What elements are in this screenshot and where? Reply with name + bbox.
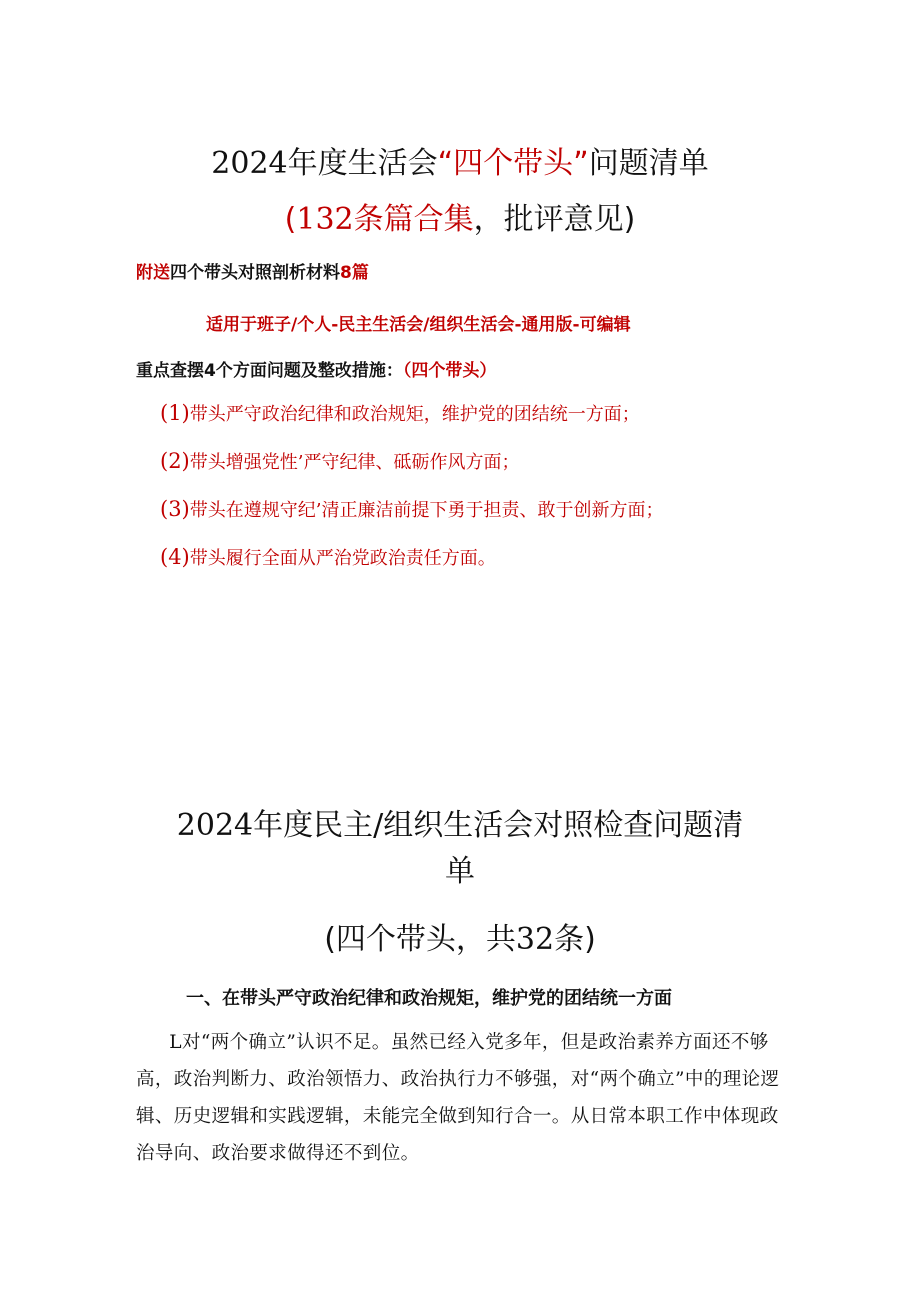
list-item-text: 带头履行全面从严治党政治责任方面。 (189, 548, 496, 569)
list-item-number: (2) (160, 449, 190, 473)
subtitle-count: 132 (296, 202, 354, 237)
attachment-text: 四个带头对照剖析材料 (170, 263, 340, 283)
applicability-line: 适用于班子/个人-民主生活会/组织生活会-通用版-可编辑 (206, 315, 631, 335)
list-item-text: 带头增强党性’严守纪律、砥砺作风方面； (189, 452, 520, 473)
list-item (160, 496, 663, 522)
focus-suffix: （四个带头） (402, 361, 497, 381)
second-title-line2: 单 (445, 854, 475, 889)
second-title-text: 年度民主/组织生活会对照检查问题清 (253, 808, 744, 843)
second-subtitle-close: 条) (554, 922, 596, 957)
body-paragraph: L对“两个确立”认识不足。虽然已经入党多年，但是政治素养方面还不够高，政治判断力、政治领悟力、政治执行力不够强，对“两个确立”中的理论逻辑、历史逻辑和实践逻辑，未能完全做到知行合一。从日常本职工作中体现政治导向、政治要求做得还不到位。 (136, 1032, 780, 1164)
section-heading: 一、在带头严守政治纪律和政治规矩，维护党的团结统一方面 (186, 988, 672, 1009)
title-year: 2024 (211, 146, 288, 181)
list-item-number: (3) (160, 497, 190, 521)
list-item-text: 带头在遵规守纪’清正廉洁前提下勇于担责、敢于创新方面； (189, 500, 664, 521)
second-subtitle (0, 914, 920, 958)
subtitle-paren: ( (284, 202, 297, 237)
subtitle (0, 194, 920, 238)
list-item (160, 448, 519, 474)
subtitle-rest: ，批评意见) (473, 202, 636, 237)
main-title (0, 138, 920, 182)
title-prefix: 年度生活会 (287, 146, 438, 181)
attachment-count: 8篇 (340, 263, 369, 283)
second-title-year: 2024 (176, 808, 254, 843)
title-quote-close: ” (573, 146, 589, 181)
list-item-number: (1) (160, 401, 190, 425)
list-item (160, 544, 496, 570)
title-suffix: 问题清单 (588, 146, 709, 181)
list-item (160, 400, 640, 426)
second-title-line1 (0, 800, 920, 844)
list-item-number: (4) (160, 545, 190, 569)
title-quote-open: “ (437, 146, 454, 181)
title-highlight: 四个带头 (453, 146, 574, 181)
focus-text: 重点查摆4个方面问题及整改措施： (136, 361, 403, 381)
second-subtitle-count: 32 (515, 922, 555, 957)
focus-line (136, 356, 496, 381)
attachment-prefix: 附送 (136, 263, 170, 283)
subtitle-red-text: 条篇合集 (353, 202, 474, 237)
attachment-line (136, 258, 369, 283)
second-subtitle-open: (四个带头，共 (324, 922, 516, 957)
list-item-text: 带头严守政治纪律和政治规矩，维护党的团结统一方面； (189, 404, 640, 425)
